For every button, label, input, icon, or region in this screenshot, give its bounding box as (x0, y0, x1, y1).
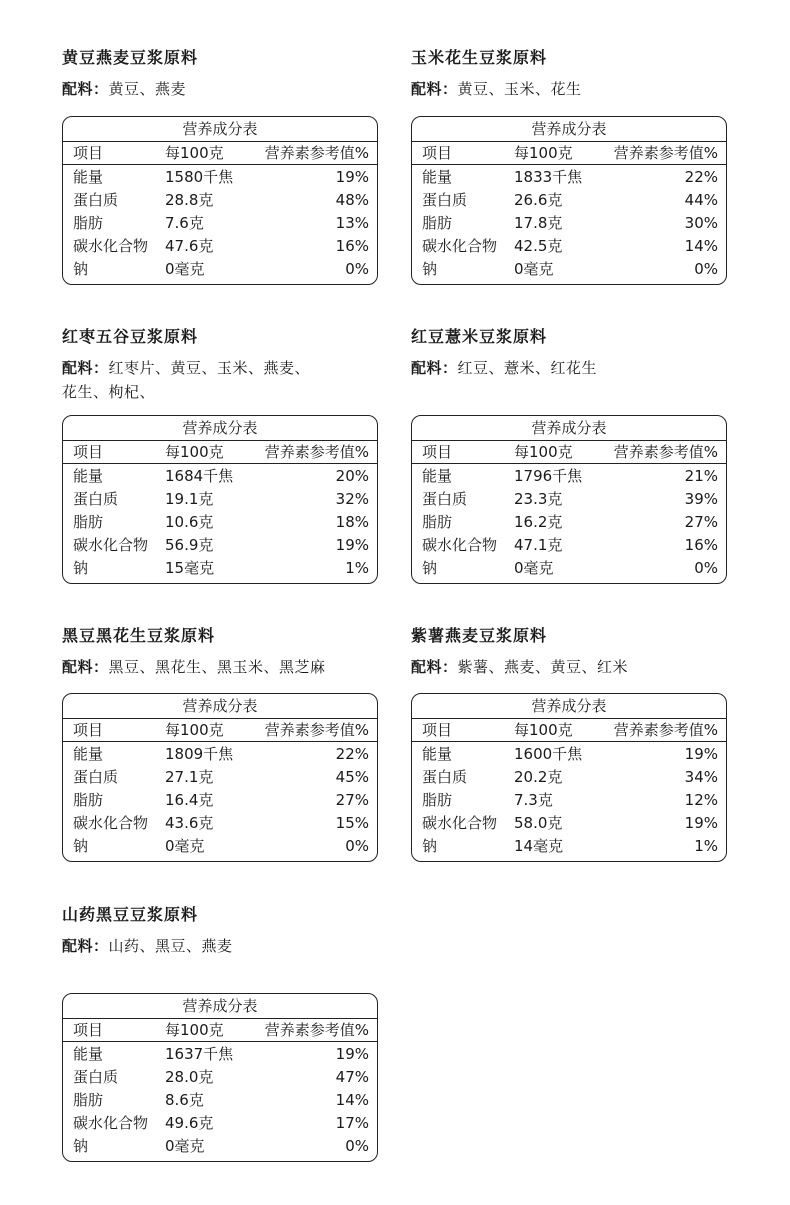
nutrition-row (412, 789, 726, 812)
nutrient-name: 蛋白质 (422, 191, 468, 209)
col-nrv-header: 营养素参考值% (613, 144, 718, 162)
nutrient-nrv: 19% (684, 745, 718, 763)
nutrition-table-body (63, 1042, 377, 1161)
product-card (62, 48, 380, 278)
nutrition-table-header: 营养成分表 (63, 416, 377, 441)
nutrient-amount: 1600千焦 (514, 745, 583, 763)
nutrition-row (412, 557, 726, 580)
nutrient-amount: 1796千焦 (514, 467, 583, 485)
nutrient-name: 蛋白质 (73, 1068, 119, 1086)
nutrient-nrv: 19% (335, 1045, 369, 1063)
nutrition-column-headers (412, 719, 726, 742)
nutrition-row (63, 1066, 377, 1089)
col-nrv-header: 营养素参考值% (264, 443, 369, 461)
nutrient-nrv: 19% (335, 536, 369, 554)
nutrient-name: 钠 (422, 260, 438, 278)
nutrient-name: 能量 (422, 168, 453, 186)
nutrient-amount: 17.8克 (514, 214, 563, 232)
nutrition-column-headers (63, 1019, 377, 1042)
nutrient-nrv: 45% (335, 768, 369, 786)
nutrition-row (63, 258, 377, 281)
nutrition-row (63, 557, 377, 580)
col-item-header: 项目 (73, 1021, 104, 1039)
nutrition-table (62, 693, 378, 862)
nutrition-table-body (63, 165, 377, 284)
nutrient-name: 脂肪 (73, 214, 104, 232)
col-per100-header: 每100克 (514, 144, 573, 162)
nutrient-name: 脂肪 (422, 214, 453, 232)
nutrient-name: 脂肪 (422, 791, 453, 809)
nutrition-table-body (63, 742, 377, 861)
nutrient-nrv: 0% (694, 260, 718, 278)
col-per100-header: 每100克 (514, 443, 573, 461)
nutrient-nrv: 14% (335, 1091, 369, 1109)
nutrient-amount: 1809千焦 (165, 745, 234, 763)
nutrient-amount: 14毫克 (514, 837, 564, 855)
ingredients (411, 356, 729, 380)
nutrition-row (63, 1043, 377, 1066)
nutrient-name: 碳水化合物 (422, 237, 498, 255)
nutrient-name: 蛋白质 (73, 490, 119, 508)
ingredients-label: 配料： (62, 359, 109, 377)
nutrient-nrv: 21% (684, 467, 718, 485)
nutrition-row (412, 189, 726, 212)
nutrition-row (63, 511, 377, 534)
nutrition-row (412, 258, 726, 281)
product-card (62, 626, 380, 855)
ingredients-text: 山药、黑豆、燕麦 (108, 937, 233, 955)
nutrition-column-headers (63, 719, 377, 742)
nutrition-row (412, 511, 726, 534)
nutrition-row (412, 812, 726, 835)
product-title: 黄豆燕麦豆浆原料 (62, 48, 199, 67)
ingredients (62, 655, 380, 679)
nutrient-name: 能量 (73, 1045, 104, 1063)
nutrient-amount: 0毫克 (514, 260, 554, 278)
nutrient-amount: 27.1克 (165, 768, 214, 786)
nutrient-name: 蛋白质 (422, 490, 468, 508)
product-title: 山药黑豆豆浆原料 (62, 905, 199, 924)
nutrient-name: 脂肪 (73, 791, 104, 809)
nutrition-row (63, 1089, 377, 1112)
nutrient-amount: 47.6克 (165, 237, 214, 255)
col-item-header: 项目 (73, 443, 104, 461)
col-per100-header: 每100克 (514, 721, 573, 739)
nutrient-amount: 0毫克 (514, 559, 554, 577)
ingredients (411, 77, 729, 101)
nutrient-nrv: 18% (335, 513, 369, 531)
nutrient-name: 能量 (73, 168, 104, 186)
nutrient-amount: 49.6克 (165, 1114, 214, 1132)
col-item-header: 项目 (73, 144, 104, 162)
nutrient-name: 能量 (73, 467, 104, 485)
col-nrv-header: 营养素参考值% (613, 443, 718, 461)
nutrition-row (412, 235, 726, 258)
ingredients (62, 77, 380, 101)
nutrient-nrv: 20% (335, 467, 369, 485)
nutrient-amount: 0毫克 (165, 260, 205, 278)
nutrition-row (63, 212, 377, 235)
nutrition-table-header: 营养成分表 (412, 416, 726, 441)
nutrient-nrv: 14% (684, 237, 718, 255)
nutrient-nrv: 27% (335, 791, 369, 809)
nutrient-name: 脂肪 (73, 1091, 104, 1109)
nutrition-row (412, 534, 726, 557)
nutrient-nrv: 1% (694, 837, 718, 855)
product-card (62, 327, 380, 577)
nutrient-name: 钠 (422, 837, 438, 855)
nutrient-name: 碳水化合物 (422, 814, 498, 832)
ingredients-text: 黑豆、黑花生、黑玉米、黑芝麻 (108, 658, 326, 676)
nutrient-amount: 47.1克 (514, 536, 563, 554)
ingredients-label: 配料： (62, 658, 109, 676)
ingredients (62, 934, 380, 958)
nutrition-row (63, 465, 377, 488)
nutrient-name: 能量 (422, 745, 453, 763)
nutrient-nrv: 19% (335, 168, 369, 186)
nutrient-nrv: 16% (335, 237, 369, 255)
nutrition-row (63, 835, 377, 858)
nutrient-amount: 1637千焦 (165, 1045, 234, 1063)
nutrition-row (63, 789, 377, 812)
nutrition-table (62, 415, 378, 584)
nutrient-name: 钠 (73, 1137, 89, 1155)
nutrient-nrv: 13% (335, 214, 369, 232)
nutrient-name: 蛋白质 (73, 768, 119, 786)
product-title: 黑豆黑花生豆浆原料 (62, 626, 216, 645)
nutrient-nrv: 0% (694, 559, 718, 577)
nutrition-column-headers (63, 142, 377, 165)
nutrition-row (63, 189, 377, 212)
nutrition-column-headers (412, 142, 726, 165)
col-nrv-header: 营养素参考值% (264, 1021, 369, 1039)
ingredients-text: 紫薯、燕麦、黄豆、红米 (457, 658, 629, 676)
ingredients (62, 356, 380, 404)
ingredients (411, 655, 729, 679)
nutrient-amount: 1833千焦 (514, 168, 583, 186)
nutrient-amount: 28.0克 (165, 1068, 214, 1086)
nutrition-table (411, 116, 727, 285)
nutrient-nrv: 0% (345, 1137, 369, 1155)
nutrition-row (412, 743, 726, 766)
nutrient-nrv: 47% (335, 1068, 369, 1086)
nutrient-nrv: 27% (684, 513, 718, 531)
nutrient-amount: 10.6克 (165, 513, 214, 531)
nutrition-row (63, 766, 377, 789)
nutrient-nrv: 30% (684, 214, 718, 232)
nutrition-table-body (412, 742, 726, 861)
nutrient-nrv: 17% (335, 1114, 369, 1132)
nutrient-name: 钠 (73, 559, 89, 577)
nutrition-row (63, 166, 377, 189)
nutrition-row (412, 465, 726, 488)
nutrient-nrv: 22% (684, 168, 718, 186)
nutrition-row (63, 1135, 377, 1158)
product-card (62, 905, 380, 1155)
nutrient-amount: 1684千焦 (165, 467, 234, 485)
nutrient-name: 脂肪 (73, 513, 104, 531)
nutrition-row (412, 166, 726, 189)
nutrition-table-header: 营养成分表 (412, 117, 726, 142)
nutrition-table-header: 营养成分表 (63, 994, 377, 1019)
product-title: 紫薯燕麦豆浆原料 (411, 626, 548, 645)
ingredients-text: 红豆、薏米、红花生 (457, 359, 598, 377)
nutrition-row (63, 534, 377, 557)
product-title: 玉米花生豆浆原料 (411, 48, 548, 67)
nutrition-row (412, 766, 726, 789)
nutrient-nrv: 12% (684, 791, 718, 809)
product-card (411, 626, 729, 855)
nutrition-table-header: 营养成分表 (63, 117, 377, 142)
nutrient-nrv: 39% (684, 490, 718, 508)
nutrient-name: 蛋白质 (73, 191, 119, 209)
nutrient-amount: 28.8克 (165, 191, 214, 209)
nutrient-name: 能量 (422, 467, 453, 485)
ingredients-label: 配料： (411, 359, 458, 377)
nutrient-nrv: 1% (345, 559, 369, 577)
nutrition-row (412, 835, 726, 858)
nutrition-column-headers (63, 441, 377, 464)
col-per100-header: 每100克 (165, 1021, 224, 1039)
nutrient-nrv: 15% (335, 814, 369, 832)
nutrient-nrv: 48% (335, 191, 369, 209)
nutrient-name: 钠 (73, 837, 89, 855)
nutrient-amount: 15毫克 (165, 559, 215, 577)
nutrient-amount: 8.6克 (165, 1091, 204, 1109)
ingredients-text: 黄豆、玉米、花生 (457, 80, 582, 98)
nutrient-amount: 19.1克 (165, 490, 214, 508)
nutrition-row (63, 235, 377, 258)
nutrient-name: 脂肪 (422, 513, 453, 531)
product-card (411, 48, 729, 278)
nutrition-row (63, 812, 377, 835)
ingredients-label: 配料： (411, 658, 458, 676)
col-nrv-header: 营养素参考值% (264, 721, 369, 739)
col-item-header: 项目 (73, 721, 104, 739)
ingredients-label: 配料： (62, 80, 109, 98)
nutrition-table (411, 415, 727, 584)
nutrient-nrv: 0% (345, 837, 369, 855)
nutrition-table (62, 116, 378, 285)
nutrient-amount: 43.6克 (165, 814, 214, 832)
nutrient-name: 碳水化合物 (73, 814, 149, 832)
nutrient-amount: 56.9克 (165, 536, 214, 554)
ingredients-label: 配料： (411, 80, 458, 98)
nutrient-nrv: 19% (684, 814, 718, 832)
nutrient-name: 碳水化合物 (422, 536, 498, 554)
nutrition-table-body (412, 165, 726, 284)
nutrient-amount: 1580千焦 (165, 168, 234, 186)
product-card (411, 327, 729, 577)
nutrient-name: 蛋白质 (422, 768, 468, 786)
nutrition-row (63, 488, 377, 511)
ingredients-text: 红枣片、黄豆、玉米、燕麦、 (108, 359, 311, 377)
product-title: 红枣五谷豆浆原料 (62, 327, 199, 346)
col-per100-header: 每100克 (165, 443, 224, 461)
col-nrv-header: 营养素参考值% (264, 144, 369, 162)
ingredients-label: 配料： (62, 937, 109, 955)
product-title: 红豆薏米豆浆原料 (411, 327, 548, 346)
nutrient-amount: 23.3克 (514, 490, 563, 508)
nutrient-amount: 42.5克 (514, 237, 563, 255)
col-per100-header: 每100克 (165, 144, 224, 162)
nutrient-nrv: 34% (684, 768, 718, 786)
nutrient-amount: 16.4克 (165, 791, 214, 809)
nutrient-name: 能量 (73, 745, 104, 763)
nutrient-amount: 7.6克 (165, 214, 204, 232)
nutrition-row (412, 488, 726, 511)
nutrient-amount: 0毫克 (165, 1137, 205, 1155)
nutrition-table-header: 营养成分表 (63, 694, 377, 719)
nutrient-name: 钠 (73, 260, 89, 278)
col-item-header: 项目 (422, 443, 453, 461)
nutrient-name: 碳水化合物 (73, 1114, 149, 1132)
nutrition-row (63, 743, 377, 766)
nutrition-table-body (63, 464, 377, 583)
nutrient-amount: 20.2克 (514, 768, 563, 786)
nutrient-nrv: 32% (335, 490, 369, 508)
col-per100-header: 每100克 (165, 721, 224, 739)
nutrition-table (411, 693, 727, 862)
nutrient-name: 碳水化合物 (73, 536, 149, 554)
nutrient-nrv: 44% (684, 191, 718, 209)
nutrient-amount: 26.6克 (514, 191, 563, 209)
nutrient-amount: 0毫克 (165, 837, 205, 855)
col-item-header: 项目 (422, 144, 453, 162)
nutrient-nrv: 16% (684, 536, 718, 554)
nutrition-row (63, 1112, 377, 1135)
nutrient-name: 碳水化合物 (73, 237, 149, 255)
nutrient-amount: 16.2克 (514, 513, 563, 531)
col-nrv-header: 营养素参考值% (613, 721, 718, 739)
nutrient-amount: 7.3克 (514, 791, 553, 809)
nutrient-amount: 58.0克 (514, 814, 563, 832)
nutrient-nrv: 22% (335, 745, 369, 763)
nutrition-table-body (412, 464, 726, 583)
nutrition-row (412, 212, 726, 235)
ingredients-text: 花生、枸杞、 (62, 383, 156, 401)
nutrition-table (62, 993, 378, 1162)
col-item-header: 项目 (422, 721, 453, 739)
nutrient-name: 钠 (422, 559, 438, 577)
nutrition-column-headers (412, 441, 726, 464)
ingredients-text: 黄豆、燕麦 (108, 80, 187, 98)
nutrition-table-header: 营养成分表 (412, 694, 726, 719)
nutrient-nrv: 0% (345, 260, 369, 278)
